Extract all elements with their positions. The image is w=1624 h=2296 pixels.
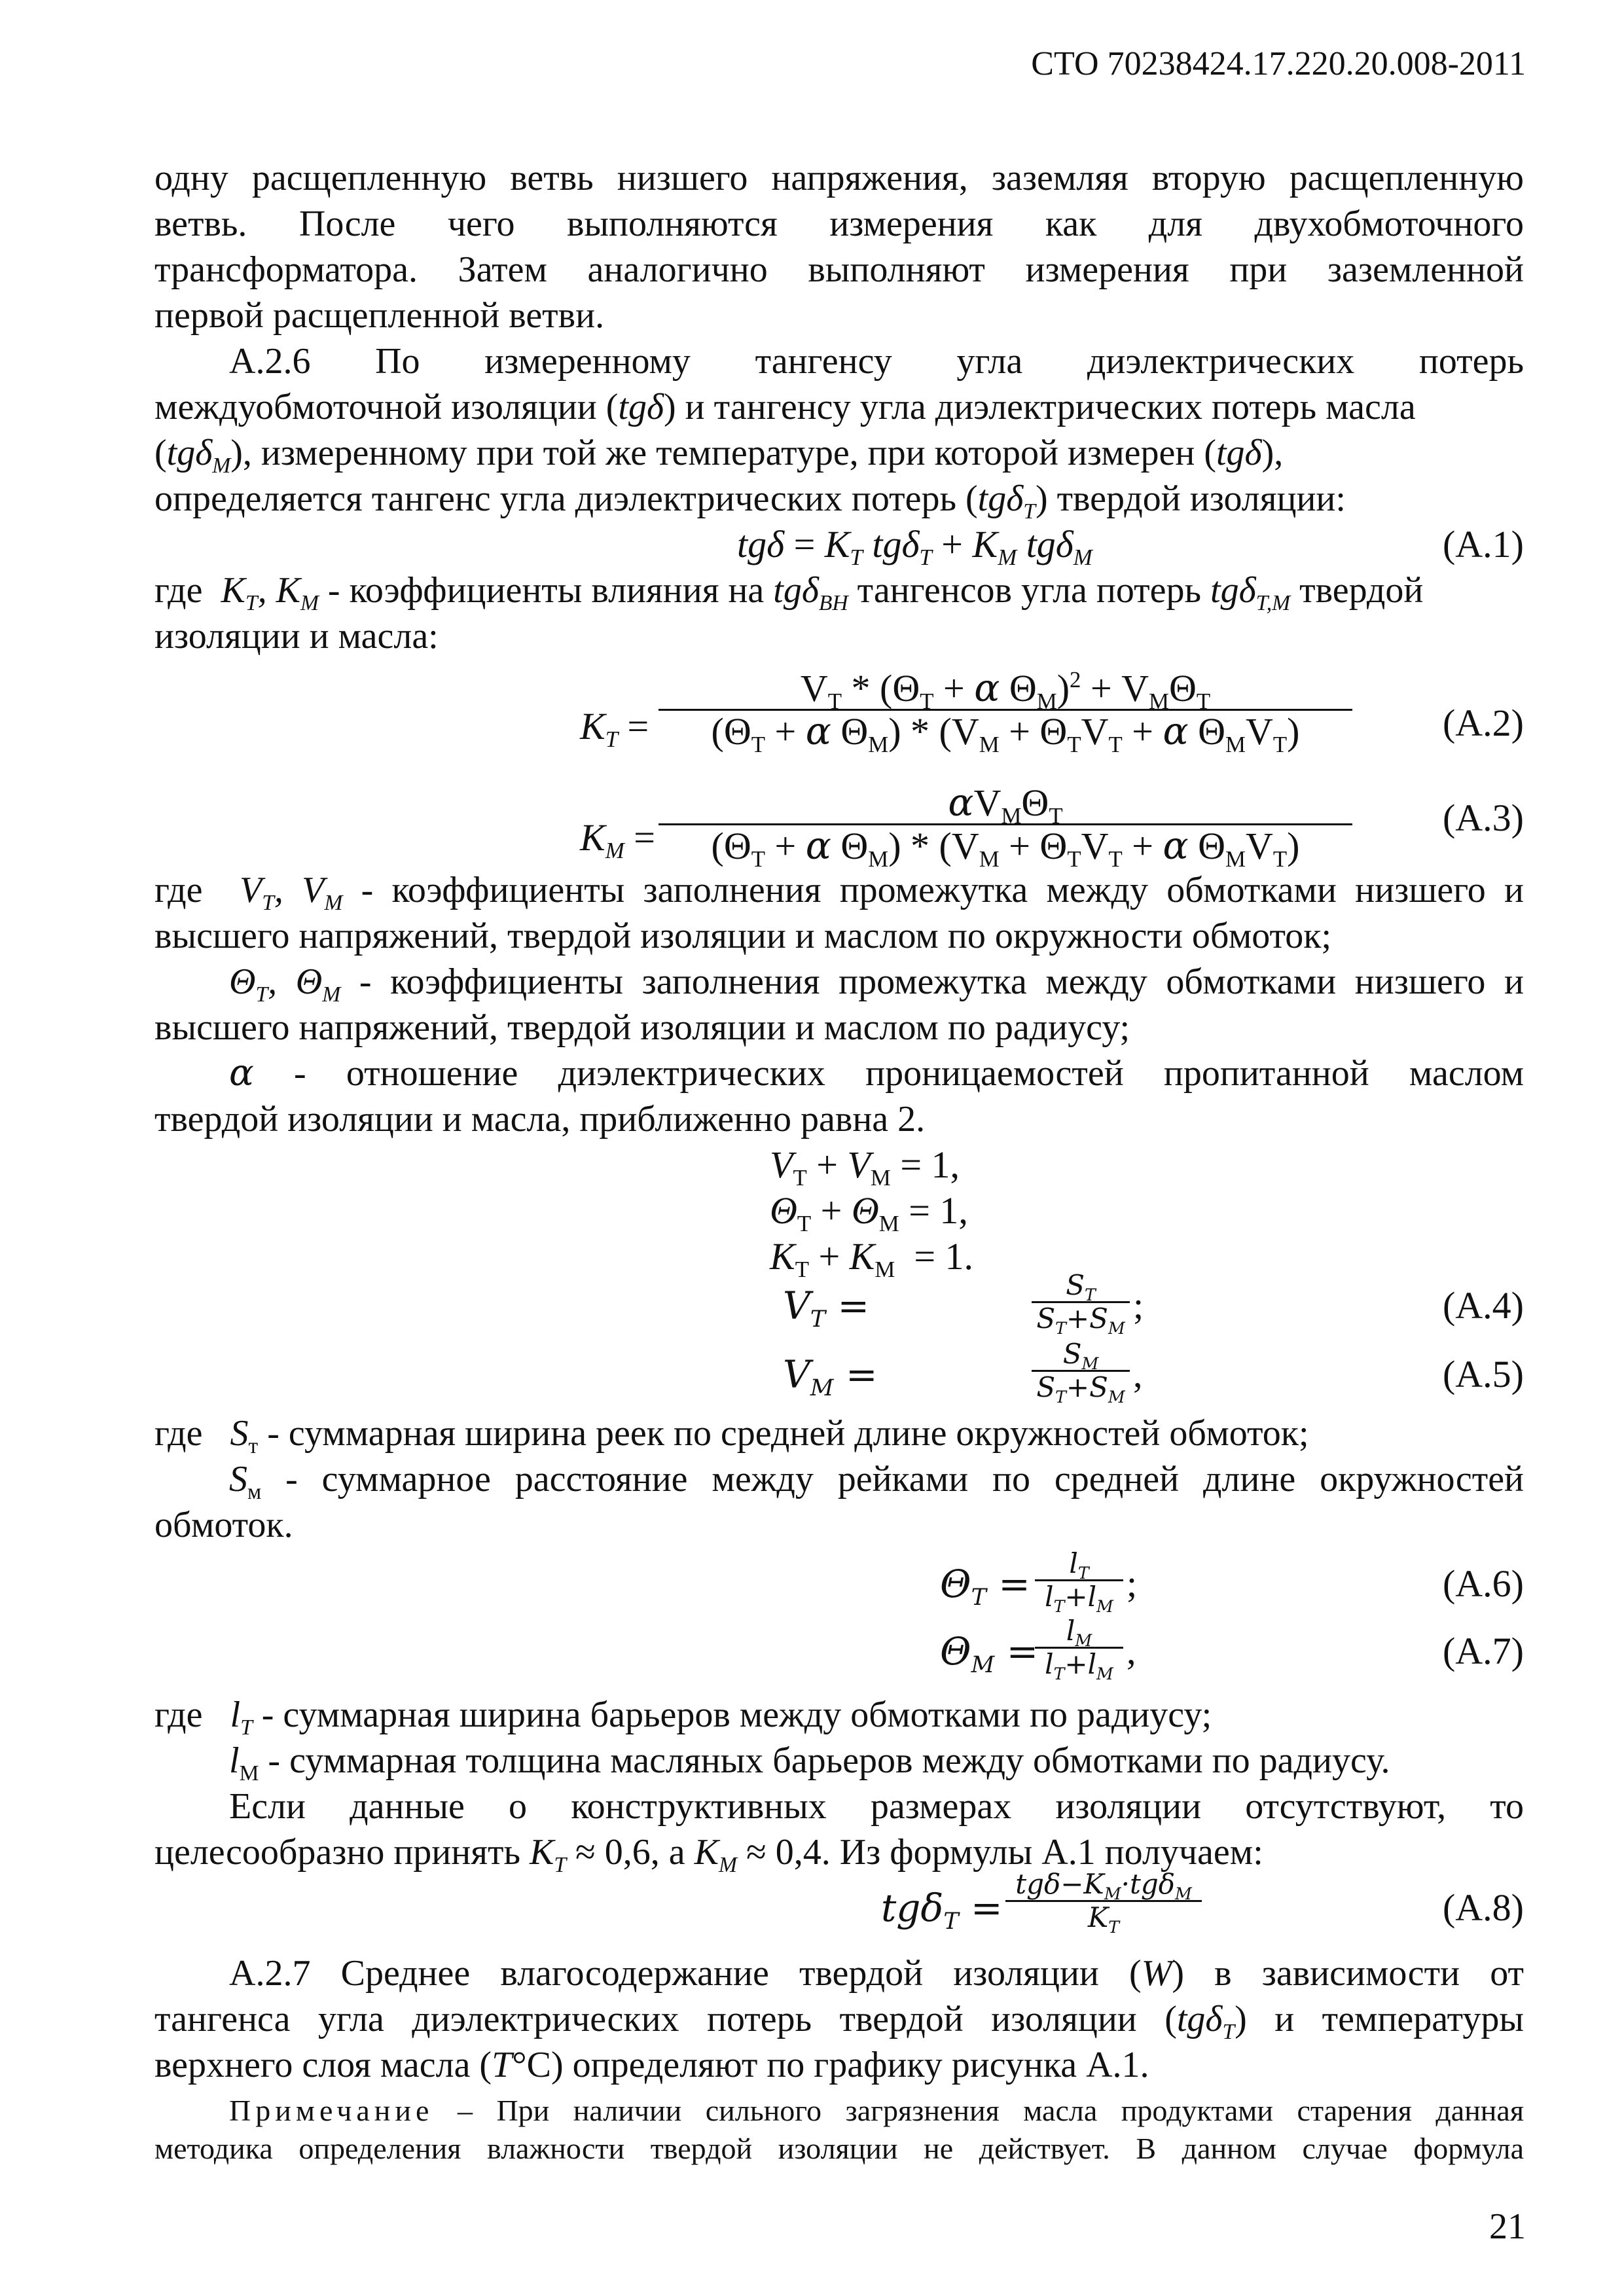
definition-line: $\Theta_T$, $\Theta_M$ - коэффициенты заполнения промежутка между обмотками низшего и [229,961,1525,1007]
equation-a8: tgδ$_T$ = $tg\delta-K_M\cdot tg\delta_M$ $K_T$ (А.8) [881,1868,1524,1937]
equation-sum-k: $K_Т + K_М = 1$. [770,1235,974,1283]
paragraph-line: ветвь. После чего выполняются измерения как для двухобмоточного [154,204,1524,244]
definition-line: твердой изоляции и масла, приближенно равна 2. [154,1099,926,1139]
definition-line: высшего напряжений, твердой изоляции и маслом по окружности обмоток; [154,916,1332,956]
equation-a7: $\Theta_M$ = $\frac{l_M}{l_T+l_M}$ , (А.7) [940,1615,1524,1683]
paragraph-line: целесообразно принять $K_T \approx 0,6$, а $K_M \approx 0,4$. Из формулы А.1 получаем: [154,1832,1263,1877]
page-number: 21 [1489,2206,1526,2247]
definition-line: где $K_T$, $K_M$ - коэффициенты влияния на tgδ$_{BH}$ тангенсов угла потерь tgδ$_{T,M}$ твердой [154,570,1424,615]
paragraph-line: определяется тангенс угла диэлектрических потерь (tgδ$_Т$) твердой изоляции: [154,478,1346,524]
equation-number: (А.8) [1442,1886,1524,1929]
definition-line: высшего напряжений, твердой изоляции и маслом по радиусу; [154,1007,1130,1048]
equation-number: (А.1) [1442,523,1524,565]
equation-a2: $K_T$ = $V_Т * (\Theta_Т + \alpha$ $\Theta_М)^2 + V_М\Theta_Т$ ($\Theta_Т + \alpha$ $\Theta_М) * (V_М + \Theta_ТV_Т + \alpha$ $\Theta_МV_Т$) (А.2) [580,666,1524,758]
paragraph-line: А.2.7 Среднее влагосодержание твердой изоляции (W) в зависимости от [229,1953,1524,1994]
paragraph-line: трансформатора. Затем аналогично выполняют измерения при заземленной [154,249,1524,290]
paragraph-line: (tgδ$_М$), измеренному при той же температуре, при которой измерен (tgδ), [154,433,1284,478]
equation-number: (А.5) [1442,1353,1524,1395]
definition-line: α - отношение диэлектрических проницаемостей пропитанной маслом [229,1052,1525,1094]
paragraph-line: верхнего слоя масла (T°С) определяют по графику рисунка А.1. [154,2045,1149,2085]
definition-line: где $l_T$ - суммарная ширина барьеров между обмотками по радиусу; [154,1695,1212,1740]
definition-line: где $V_T$, $V_M$ - коэффициенты заполнения промежутка между обмотками низшего и [154,870,1524,915]
paragraph-line: тангенса угла диэлектрических потерь твердой изоляции (tgδ$_T$) и температуры [154,1999,1524,2044]
paragraph-line: первой расщепленной ветви. [154,295,605,336]
definition-line: где $S_т$ - суммарная ширина реек по средней длине окружностей обмоток; [154,1413,1309,1458]
equation-a3: $K_M$ = $\alpha V_М\Theta_Т$ ($\Theta_Т + \alpha$ $\Theta_М) * (V_М + \Theta_ТV_Т + \alpha$ $\Theta_МV_Т$) (А.3) [580,780,1524,872]
equation-a5: $V_M$ = $\frac{S_M}{S_T+S_M}$ , (А.5) [783,1338,1524,1407]
note-line: Примечание – При наличии сильного загрязнения масла продуктами старения данная [229,2094,1524,2127]
equation-number: (А.4) [1442,1284,1524,1327]
equation-number: (А.7) [1442,1630,1524,1672]
equation-sum-theta: $\Theta_Т + \Theta_М = 1$, [770,1189,968,1237]
definition-line: $l_М$ - суммарная толщина масляных барьеров между обмотками по радиусу. [229,1740,1390,1785]
equation-number: (А.6) [1442,1562,1524,1605]
paragraph-line: междуобмоточной изоляции (tgδ) и тангенсу угла диэлектрических потерь масла [154,387,1416,427]
definition-line: изоляции и масла: [154,616,439,656]
equation-number: (А.2) [1442,702,1524,744]
equation-a6: $\Theta_T$ = $\frac{l_T}{l_T+l_M}$ ; (А.6) [940,1547,1524,1616]
paragraph-line: одну расщепленную ветвь низшего напряжения, заземляя вторую расщепленную [154,158,1524,198]
paragraph-line: А.2.6 По измеренному тангенсу угла диэлектрических потерь [229,341,1524,382]
document-header: СТО 70238424.17.220.20.008-2011 [1031,45,1526,82]
equation-sum-v: $V_Т + V_М = 1$, [770,1143,960,1191]
note-line: методика определения влажности твердой изоляции не действует. В данном случае формула [154,2132,1524,2165]
paragraph-line: Если данные о конструктивных размерах изоляции отсутствуют, то [229,1786,1524,1827]
definition-line: $S_м$ - суммарное расстояние между рейками по средней длине окружностей [229,1459,1525,1504]
equation-a1: $tg\delta = K_T$ $tg\delta_T + K_M$ tgδ$_M$ (А.1) [737,523,1524,571]
definition-line: обмоток. [154,1505,293,1545]
note-label: Примечание [229,2094,434,2127]
equation-a4: $V_T$ = $\frac{S_T}{S_T+S_M}$ ; (А.4) [783,1269,1524,1338]
equation-number: (А.3) [1442,797,1524,839]
